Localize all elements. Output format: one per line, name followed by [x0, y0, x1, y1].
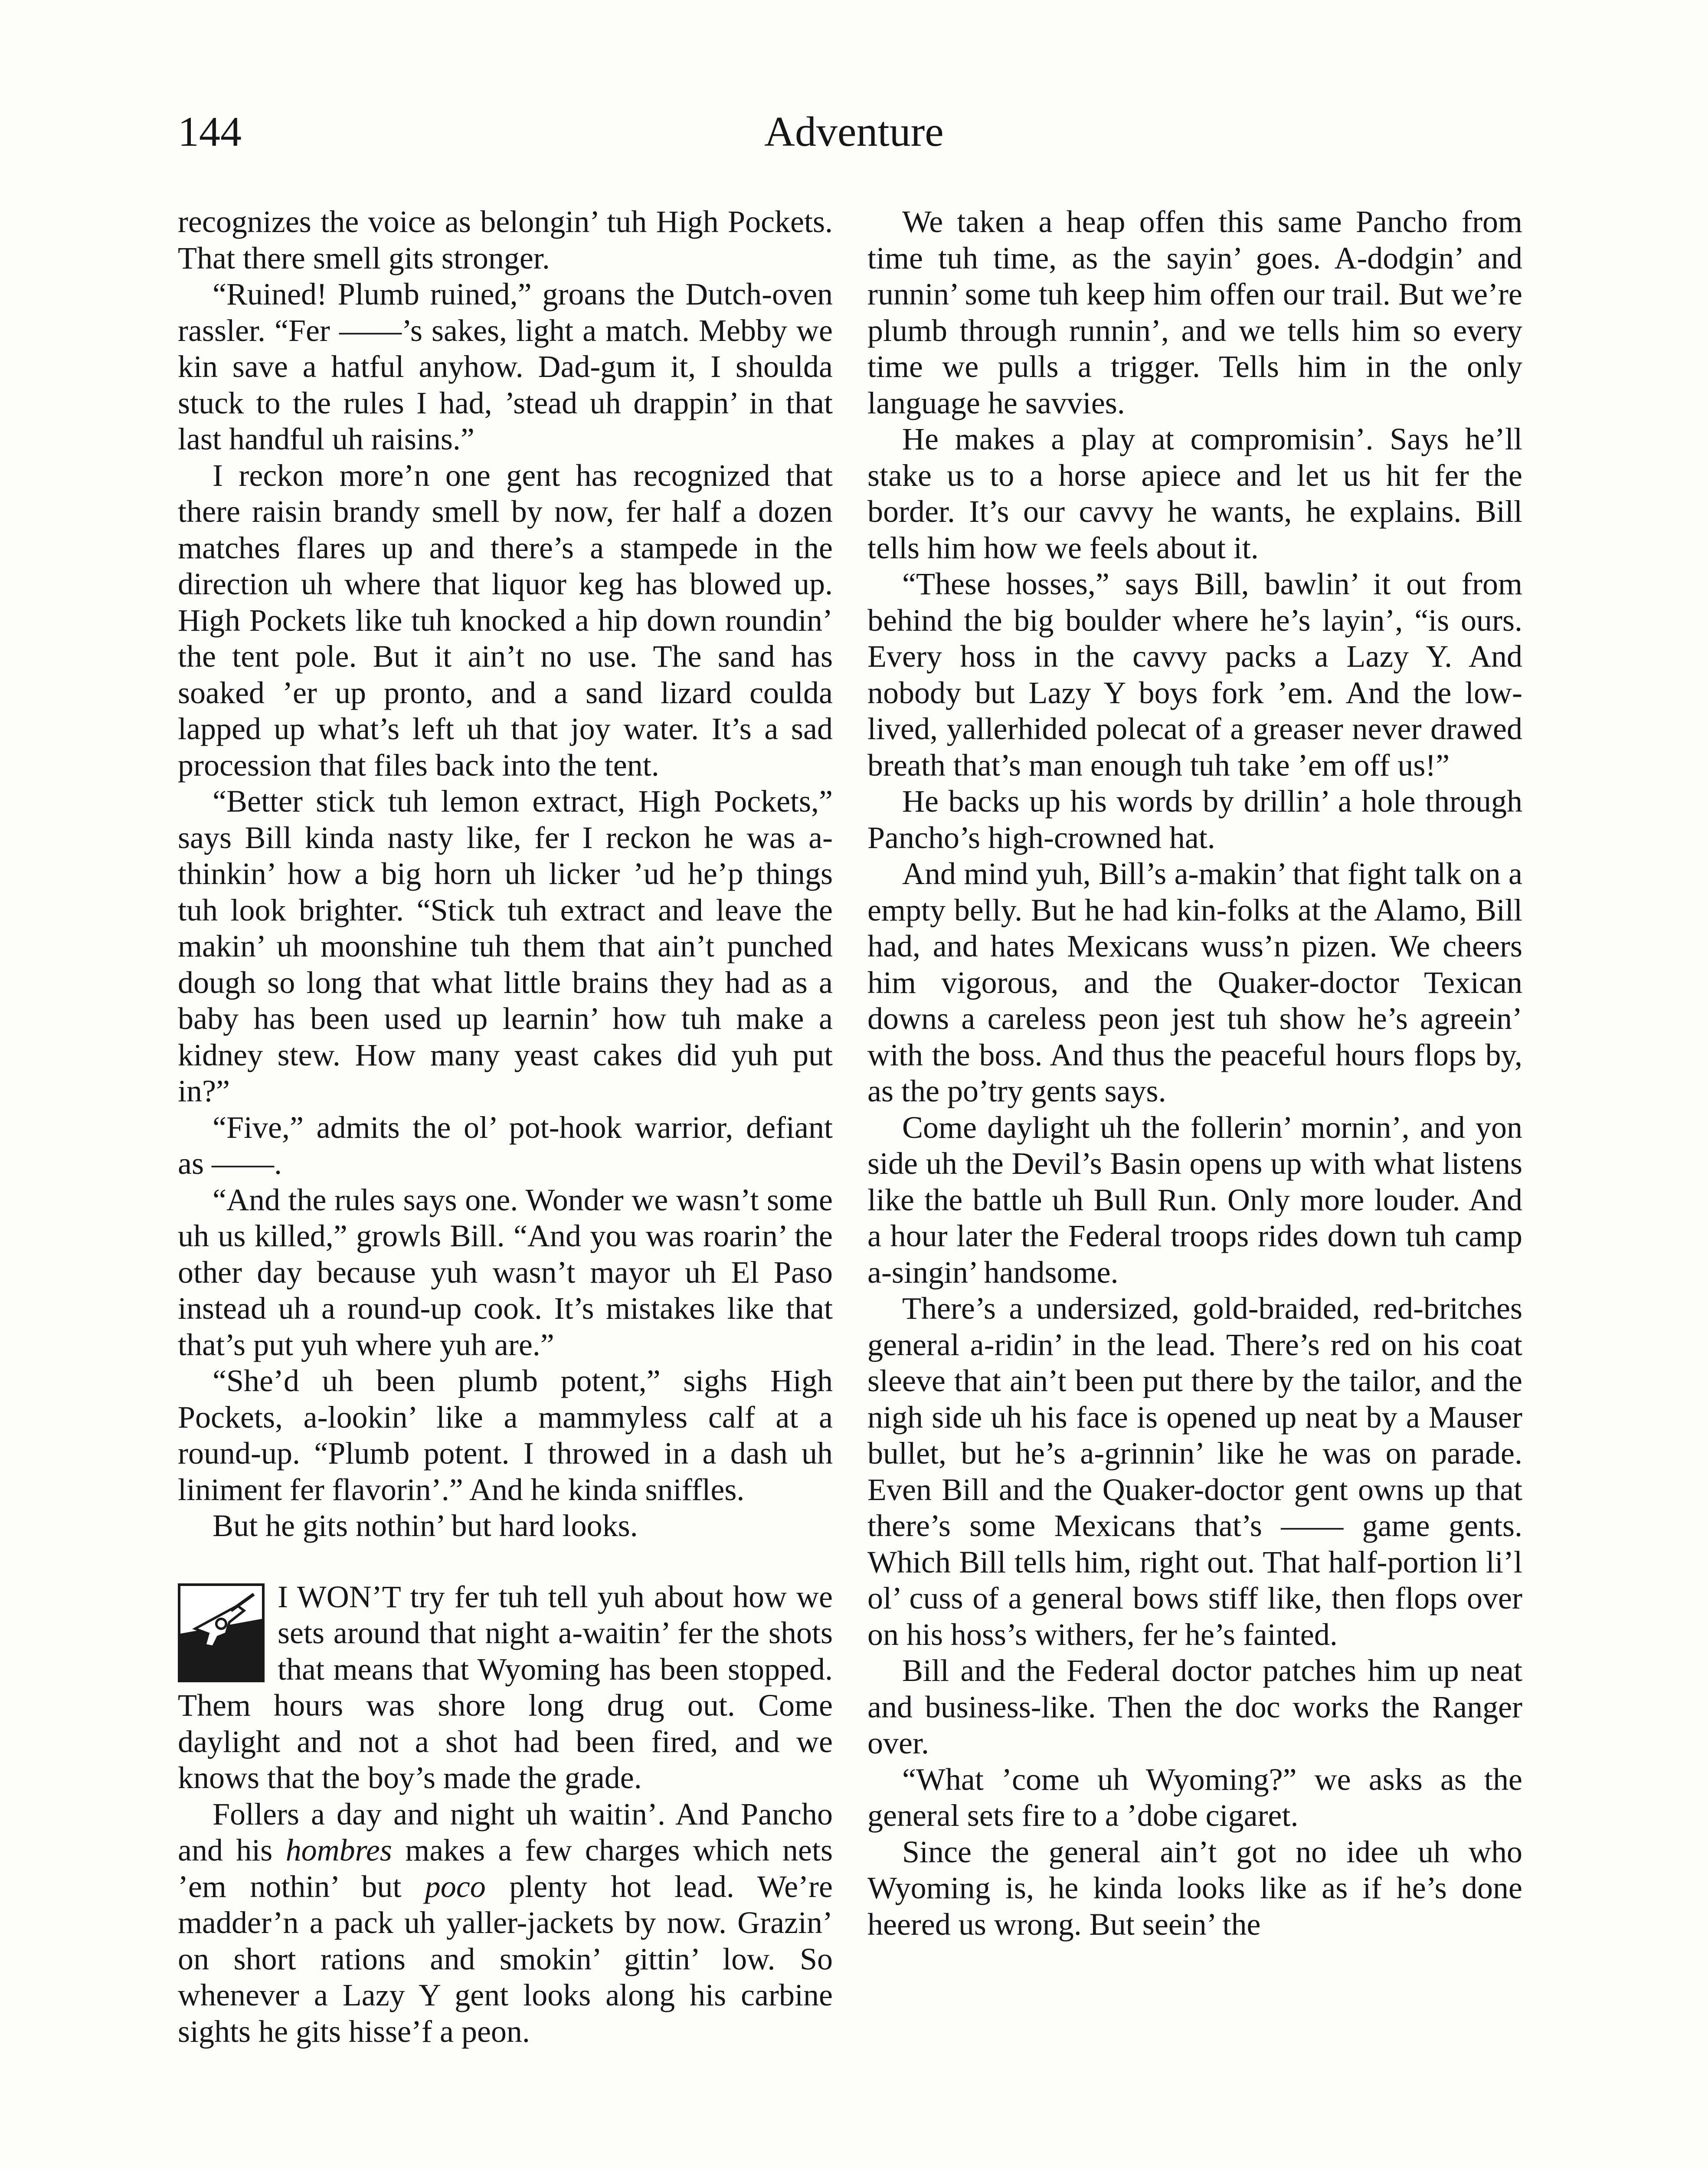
paragraph: I reckon more’n one gent has recognized that there raisin brandy smell by now, fer half a dozen matches flares up and there’s a stampede in the direction uh where that liquor keg has blowed up. High Pockets like tuh knocked a hip down roundin’ the tent pole. But it ain’t no use. The sand has soaked ’er up pronto, and a sand lizard coulda lapped up what’s left uh that joy water. It’s a sad procession that files back into the tent.	[178, 458, 833, 783]
paragraph: He backs up his words by drillin’ a hole through Pancho’s high-crowned hat.	[867, 784, 1522, 855]
paragraph: And mind yuh, Bill’s a-makin’ that fight talk on a empty belly. But he had kin-folks at the Alamo, Bill had, and hates Mexicans wuss’n pizen. We cheers him vigorous, and the Quaker-doctor Texican downs a careless peon jest tuh show he’s agreein’ with the boss. And thus the peaceful hours flops by, as the po’try gents says.	[867, 856, 1522, 1108]
paragraph: He makes a play at compromisin’. Says he’ll stake us to a horse apiece and let us hit fer the border. It’s our cavvy he wants, he explains. Bill tells him how we feels about it.	[867, 422, 1522, 565]
italic-word: poco	[425, 1869, 486, 1904]
paragraph: “Ruined! Plumb ruined,” groans the Dutch-oven rassler. “Fer ——’s sakes, light a match. Mebby we kin save a hatful anyhow. Dad-gum it, I shoulda stuck to the rules I had, ’stead uh drappin’ in that last handful uh raisins.”	[178, 277, 833, 456]
paragraph: Come daylight uh the follerin’ mornin’, and yon side uh the Devil’s Basin opens up with what listens like the battle uh Bull Run. Only more louder. And a hour later the Federal troops rides down tuh camp a-singin’ handsome.	[867, 1110, 1522, 1290]
paragraph: Since the general ain’t got no idee uh who Wyoming is, he kinda looks like as if he’s done heered us wrong. But seein’ the	[867, 1834, 1522, 1942]
paragraph: There’s a undersized, gold-braided, red-britches general a-ridin’ in the lead. There’s red on his coat sleeve that ain’t been put there by the tailor, and the nigh side uh his face is opened up neat by a Mauser bullet, but he’s a-grinnin’ like he was on parade. Even Bill and the Quaker-doctor gent owns up that there’s some Mexicans that’s —— game gents. Which Bill tells him, right out. That half-portion li’l ol’ cuss of a general bows stiff like, then flops over on his hoss’s withers, fer he’s fainted.	[867, 1291, 1522, 1652]
paragraph: Bill and the Federal doctor patches him up neat and business-like. Then the doc works the Ranger over.	[867, 1653, 1522, 1760]
paragraph: recognizes the voice as belongin’ tuh High Pockets. That there smell gits stronger.	[178, 204, 833, 275]
running-head-title: Adventure	[764, 108, 944, 155]
text-run: Follers a day and night uh waitin’. And Pancho and his	[178, 1796, 833, 1868]
paragraph: “What ’come uh Wyoming?” we asks as the general sets fire to a ’dobe cigaret.	[867, 1762, 1522, 1833]
paragraph: “And the rules says one. Wonder we wasn’t some uh us killed,” growls Bill. “And you was roarin’ the other day because yuh wasn’t mayor uh El Paso instead uh a round-up cook. It’s mistakes like that that’s put yuh where yuh are.”	[178, 1182, 833, 1362]
text-column-left	[178, 204, 833, 2050]
text-run: makes a few charges which nets ’em nothin’ but	[178, 1833, 833, 1904]
text-column-right	[867, 204, 1522, 1943]
page-number: 144	[178, 108, 242, 155]
paragraph: But he gits nothin’ but hard looks.	[213, 1508, 638, 1543]
paragraph: “Five,” admits the ol’ pot-hook warrior, defiant as ——.	[178, 1110, 833, 1181]
revolver-ornament-icon	[178, 1583, 265, 1682]
paragraph: I WON’T try fer tuh tell yuh about how we sets around that night a-waitin’ fer the shots that means that Wyoming has been stopped. Them hours was shore long drug out. Come daylight and not a shot had been fired, and we knows that the boy’s made the grade.	[178, 1579, 833, 1795]
paragraph: We taken a heap offen this same Pancho from time tuh time, as the sayin’ goes. A-dodgin’ and runnin’ some tuh keep him offen our trail. But we’re plumb through runnin’, and we tells him so every time we pulls a trigger. Tells him in the only language he savvies.	[867, 204, 1522, 420]
paragraph: “These hosses,” says Bill, bawlin’ it out from behind the big boulder where he’s layin’, “is ours. Every hoss in the cavvy packs a Lazy Y. And nobody but Lazy Y boys fork ’em. And the low-lived, yallerhided polecat of a greaser never drawed breath that’s man enough tuh take ’em off us!”	[867, 567, 1522, 783]
paragraph: “Better stick tuh lemon extract, High Pockets,” says Bill kinda nasty like, fer I reckon he was a-thinkin’ how a big horn uh licker ’ud he’p things tuh look brighter. “Stick tuh extract and leave the makin’ uh moonshine tuh them that ain’t punched dough so long that what little brains they had as a baby has been used up learnin’ how tuh make a kidney stew. How many yeast cakes did yuh put in?”	[178, 784, 833, 1108]
italic-word: hombres	[285, 1833, 392, 1868]
text-run: plenty hot lead. We’re madder’n a pack uh yaller-jackets by now. Grazin’ on short rations and smokin’ gittin’ low. So whenever a Lazy Y gent looks along his carbine sights he gits hisse’f a peon.	[178, 1869, 833, 2049]
paragraph: “She’d uh been plumb potent,” sighs High Pockets, a-lookin’ like a mammyless calf at a round-up. “Plumb potent. I throwed in a dash uh liniment fer flavorin’.” And he kinda sniffles.	[178, 1363, 833, 1507]
paragraph	[178, 1796, 833, 2050]
